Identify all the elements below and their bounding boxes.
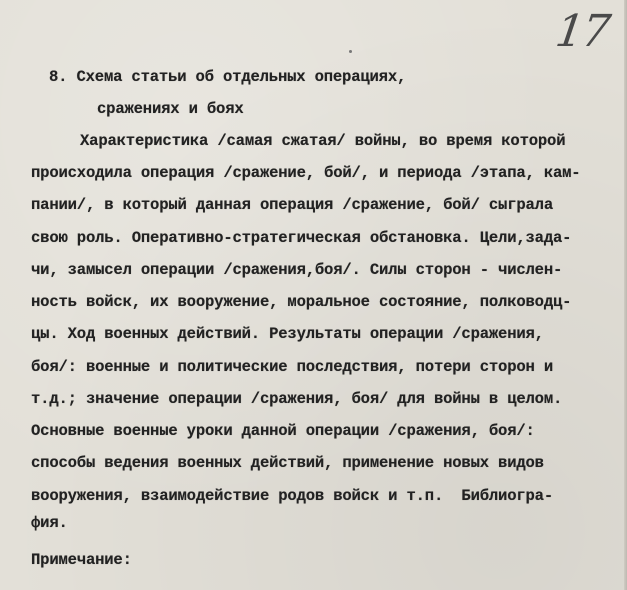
note-label: Примечание: bbox=[31, 551, 132, 569]
body-line: фия. bbox=[31, 514, 68, 532]
body-line: вооружения, взаимодействие родов войск и т.п. Библиогра- bbox=[31, 487, 553, 505]
body-line: цы. Ход военных действий. Результаты операции /сражения, bbox=[31, 325, 544, 343]
body-line: способы ведения военных действий, применение новых видов bbox=[31, 454, 544, 472]
body-line: т.д.; значение операции /сражения, боя/ для войны в целом. bbox=[31, 390, 563, 408]
page-number: 17 bbox=[552, 6, 612, 57]
body-line: свою роль. Оперативно-стратегическая обстановка. Цели,зада- bbox=[31, 229, 572, 247]
body-line: чи, замысел операции /сражения,боя/. Силы сторон - числен- bbox=[31, 261, 563, 279]
body-line: Основные военные уроки данной операции /сражения, боя/: bbox=[31, 422, 535, 440]
body-line: ность войск, их вооружение, моральное состояние, полководц- bbox=[31, 293, 572, 311]
body-line: происходила операция /сражение, бой/, и периода /этапа, кам- bbox=[31, 164, 581, 182]
body-line: пании/, в который данная операция /сражение, бой/ сыграла bbox=[31, 196, 553, 214]
speck bbox=[349, 50, 352, 53]
section-heading-line-1: 8. Схема статьи об отдельных операциях, bbox=[49, 68, 407, 86]
body-line: Характеристика /самая сжатая/ войны, во время которой bbox=[80, 132, 566, 150]
section-heading-line-2: сражениях и боях bbox=[97, 100, 244, 118]
body-line: боя/: военные и политические последствия, потери сторон и bbox=[31, 358, 553, 376]
